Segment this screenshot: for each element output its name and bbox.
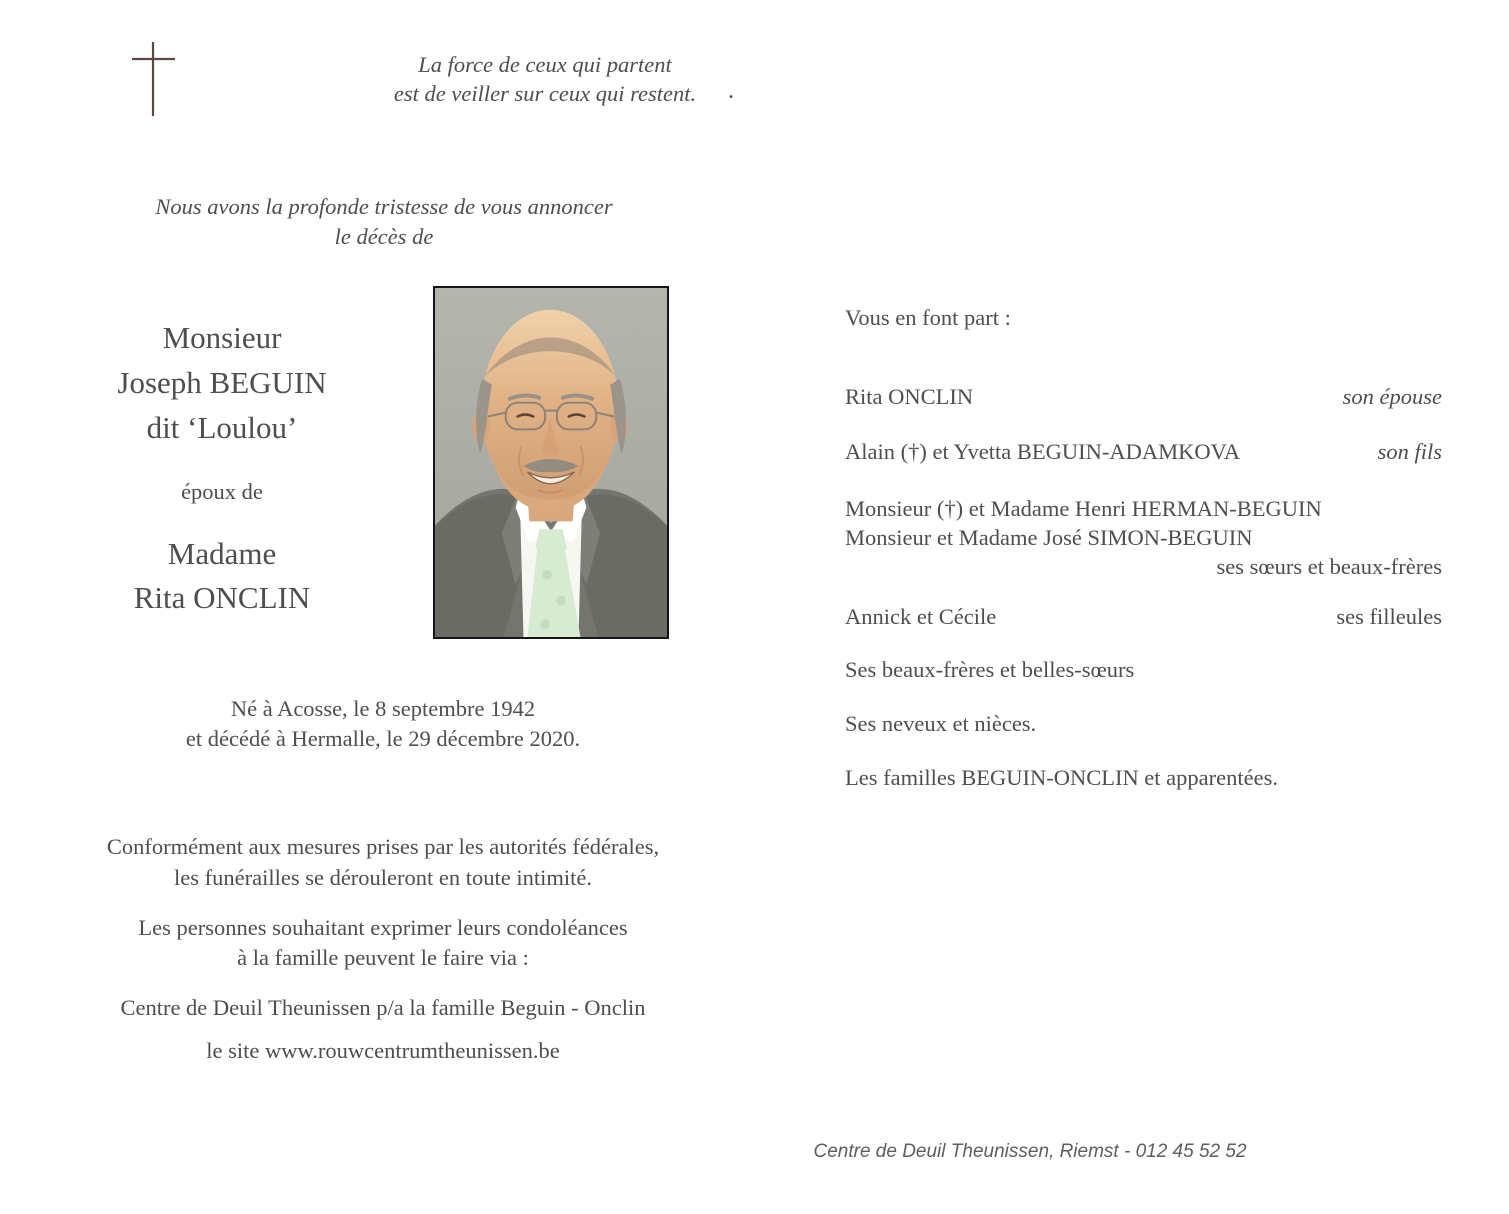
family-names: Rita ONCLIN [845,384,974,409]
deceased-name-block [47,315,397,450]
quote-line-1: La force de ceux qui partent [418,52,672,77]
opening-quote [330,50,760,108]
family-row-son [845,439,1442,465]
condolences-paragraph [43,913,723,973]
spouse-name: Rita ONCLIN [133,580,311,615]
birth-death-dates [63,694,703,754]
funeral-home-footer: Centre de Deuil Theunissen, Riemst - 012 45 52 52 [813,1141,1247,1162]
family-row-nephews: Ses neveux et nièces. [845,711,1037,736]
family-row-goddaughters [845,604,1442,630]
family-relation: ses sœurs et beaux-frères [1216,554,1442,579]
deceased-title: Monsieur [162,320,282,355]
family-header: Vous en font part : [845,305,1011,330]
family-row-spouse [845,384,1442,410]
deceased-nickname: dit ‘Loulou’ [146,410,298,445]
announcement-line-1: Nous avons la profonde tristesse de vous annoncer [155,194,613,219]
family-relation: son fils [1377,439,1442,464]
birth-line: Né à Acosse, le 8 septembre 1942 [230,696,536,721]
spouse-name-block [47,532,397,620]
funeral-home-address: Centre de Deuil Theunissen p/a la famille Beguin - Onclin [120,995,646,1020]
condolences-line-1: Les personnes souhaitant exprimer leurs condoléances [138,915,628,940]
family-row-inlaws: Ses beaux-frères et belles-sœurs [845,657,1135,682]
condolences-line-2: à la famille peuvent le faire via : [237,945,529,970]
family-names: Monsieur et Madame José SIMON-BEGUIN [845,525,1253,550]
measures-line-2: les funérailles se dérouleront en toute intimité. [174,865,592,890]
family-row-families: Les familles BEGUIN-ONCLIN et apparentées. [845,765,1278,790]
cross-icon [126,36,182,132]
quote-line-2: est de veiller sur ceux qui restent. [393,81,697,106]
family-names: Annick et Cécile [845,604,997,629]
deceased-name: Joseph BEGUIN [117,365,327,400]
portrait-photo [433,286,669,639]
death-line: et décédé à Hermalle, le 29 décembre 2020. [185,726,581,751]
family-relation: ses filleules [1336,604,1442,629]
condolences-website: le site www.rouwcentrumtheunissen.be [206,1038,560,1063]
announcement-line-2: le décès de [334,224,434,249]
announcement-text [64,192,704,252]
spouse-title: Madame [167,536,277,571]
family-row-sisters [845,494,1442,581]
stray-period: . [728,78,734,104]
relation-intro: époux de [181,479,263,504]
measures-paragraph [43,831,723,893]
family-relation: son épouse [1342,384,1442,409]
family-names: Monsieur (†) et Madame Henri HERMAN-BEGUIN [845,496,1322,521]
measures-line-1: Conformément aux mesures prises par les autorités fédérales, [106,834,660,859]
family-names: Alain (†) et Yvetta BEGUIN-ADAMKOVA [845,439,1241,464]
